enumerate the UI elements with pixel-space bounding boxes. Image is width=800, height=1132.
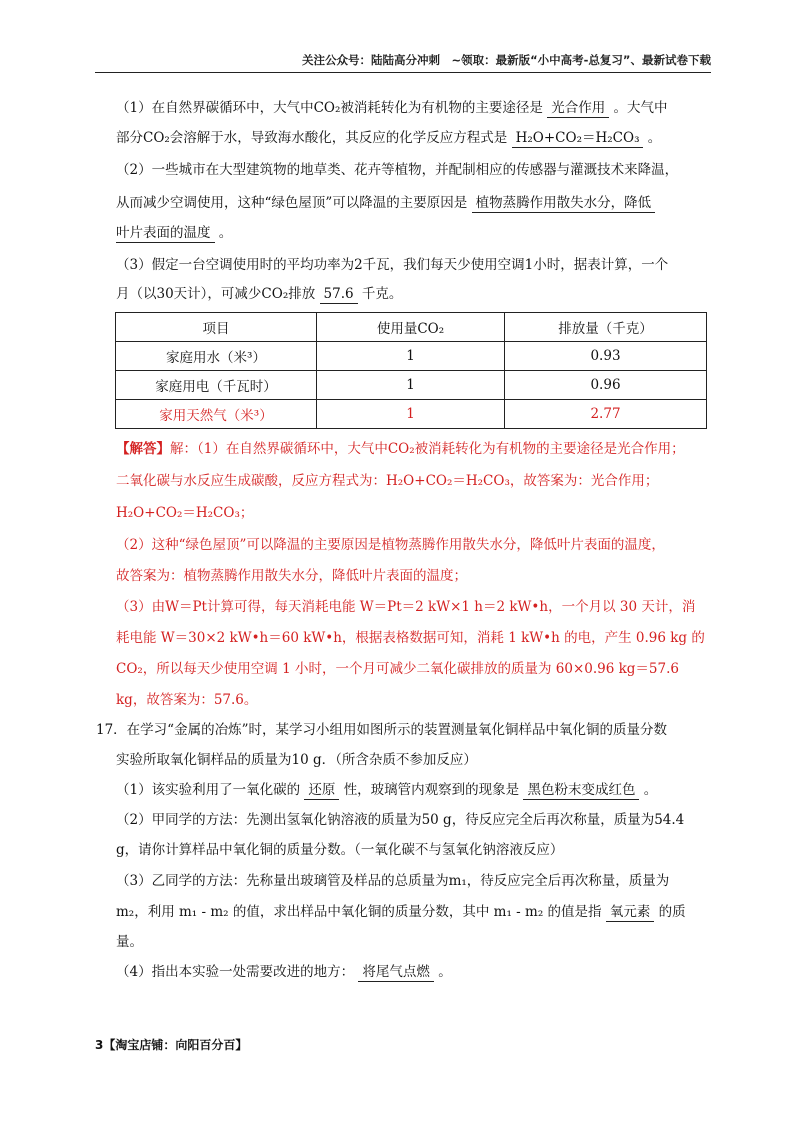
text: 。大气中	[613, 100, 668, 116]
text: （4）指出本实验一处需要改进的地方：	[116, 964, 355, 980]
emission-table	[115, 312, 707, 429]
q17-part3-line2	[116, 902, 686, 922]
q17-line1: 17．在学习“金属的冶炼”时，某学习小组用如图所示的装置测量氧化铜样品中氧化铜的质量分数	[96, 722, 667, 738]
table-cell: 家用天然气（米³）	[116, 400, 317, 429]
text: 解：（1）在自然界碳循环中，大气中CO₂被消耗转化为有机物的主要途径是光合作用；	[170, 441, 685, 457]
page-header: 关注公众号：陆陆高分冲刺 ~领取：最新版“小中高考-总复习”、最新试卷下载	[301, 53, 711, 67]
table-header-cell: 项目	[116, 313, 317, 342]
table-row	[116, 400, 707, 429]
answer-blank: 氧元素	[606, 904, 655, 922]
table-header-row	[116, 313, 707, 342]
table-cell: 0.96	[505, 371, 707, 400]
text: 从而减少空调使用，这种“绿色屋顶”可以降温的主要原因是	[116, 195, 468, 211]
q16-part2-line2	[116, 193, 655, 213]
q16-part2-line1: （2）一些城市在大型建筑物的地草类、花卉等植物，并配制相应的传感器与灌溉技术来降温，	[116, 162, 679, 178]
text: 性，玻璃管内观察到的现象是	[343, 782, 520, 798]
table-cell: 2.77	[505, 400, 707, 429]
q17-part3-line3: 量。	[116, 934, 143, 950]
answer-blank: 将尾气点燃	[358, 964, 434, 982]
answer-line-4: （2）这种“绿色屋顶”可以降温的主要原因是植物蒸腾作用散失水分，降低叶片表面的温度，	[116, 537, 665, 553]
table-header-cell: 使用量CO₂	[317, 313, 505, 342]
answer-blank: 叶片表面的温度	[116, 225, 215, 243]
answer-line-5: 故答案为：植物蒸腾作用散失水分，降低叶片表面的温度；	[116, 568, 467, 584]
text: （1）该实验利用了一氧化碳的	[116, 782, 301, 798]
text: 。	[218, 225, 233, 241]
table-cell: 0.93	[505, 342, 707, 371]
table-cell: 1	[317, 371, 505, 400]
q16-part1-line2	[116, 128, 661, 148]
text: 。	[438, 964, 452, 980]
q16-part1-line1	[116, 98, 668, 118]
text: 的质	[658, 904, 686, 920]
table-row	[116, 342, 707, 371]
text: （1）在自然界碳循环中，大气中CO₂被消耗转化为有机物的主要途径是	[116, 100, 543, 116]
q17-part2-line1: （2）甲同学的方法：先测出氢氧化钠溶液的质量为50 g，待反应完全后再次称量，质量为54.4	[116, 812, 685, 828]
answer-blank: H₂O+CO₂＝H₂CO₃	[512, 130, 644, 148]
q17-part3-line1: （3）乙同学的方法：先称量出玻璃管及样品的总质量为m₁，待反应完全后再次称量，质量为	[116, 873, 670, 889]
text: 千克。	[361, 286, 403, 302]
text: 。	[643, 782, 658, 798]
answer-blank: 植物蒸腾作用散失水分，降低	[472, 195, 656, 213]
answer-blank: 黑色粉末变成红色	[523, 782, 639, 800]
text: 部分CO₂会溶解于水，导致海水酸化，其反应的化学反应方程式是	[116, 130, 508, 146]
table-cell: 1	[317, 342, 505, 371]
answer-line-6: （3）由W＝Pt计算可得，每天消耗电能 W＝Pt＝2 kW×1 h＝2 kW•h，一个月以 30 天计，消	[116, 599, 696, 615]
table-cell: 1	[317, 400, 505, 429]
answer-line-1	[116, 439, 685, 459]
table-cell: 家庭用水（米³）	[116, 342, 317, 371]
answer-line-3: H₂O+CO₂＝H₂CO₃；	[116, 505, 254, 521]
q17-part2-line2: g，请你计算样品中氧化铜的质量分数。（一氧化碳不与氢氧化钠溶液反应）	[116, 842, 564, 858]
answer-blank: 57.6	[320, 286, 358, 304]
text: 。	[647, 130, 662, 146]
answer-line-7: 耗电能 W＝30×2 kW•h＝60 kW•h，根据表格数据可知，消耗 1 kW•h 的电，产生 0.96 kg 的	[116, 630, 705, 646]
q16-part3-line1: （3）假定一台空调使用时的平均功率为2千瓦，我们每天少使用空调1小时，据表计算，一个	[116, 257, 669, 273]
answer-blank: 光合作用	[547, 100, 609, 118]
text: m₂，利用 m₁ - m₂ 的值，求出样品中氧化铜的质量分数，其中 m₁ - m₂ 的值是指	[116, 904, 602, 920]
text: 月（以30天计），可减少CO₂排放	[116, 286, 316, 302]
answer-line-2: 二氧化碳与水反应生成碳酸，反应方程式为：H₂O+CO₂＝H₂CO₃，故答案为：光合作用；	[116, 473, 659, 489]
q17-line2: 实验所取氧化铜样品的质量为10 g．（所含杂质不参加反应）	[116, 752, 477, 768]
answer-blank: 还原	[304, 782, 339, 800]
answer-line-8: CO₂，所以每天少使用空调 1 小时，一个月可减少二氧化碳排放的质量为 60×0.96 kg＝57.6	[116, 661, 679, 677]
answer-line-9: kg，故答案为：57.6。	[116, 692, 258, 708]
header-rule	[95, 72, 711, 73]
answer-tag: 【解答】	[116, 441, 170, 457]
table-cell: 家庭用电（千瓦时）	[116, 371, 317, 400]
q17-part1	[116, 780, 657, 800]
table-row	[116, 371, 707, 400]
q17-part4	[116, 962, 452, 982]
q16-part3-line2	[116, 284, 402, 304]
page-footer: 3【淘宝店铺：向阳百分百】	[95, 1038, 248, 1052]
q16-part2-line3	[116, 223, 232, 243]
table-header-cell: 排放量（千克）	[505, 313, 707, 342]
